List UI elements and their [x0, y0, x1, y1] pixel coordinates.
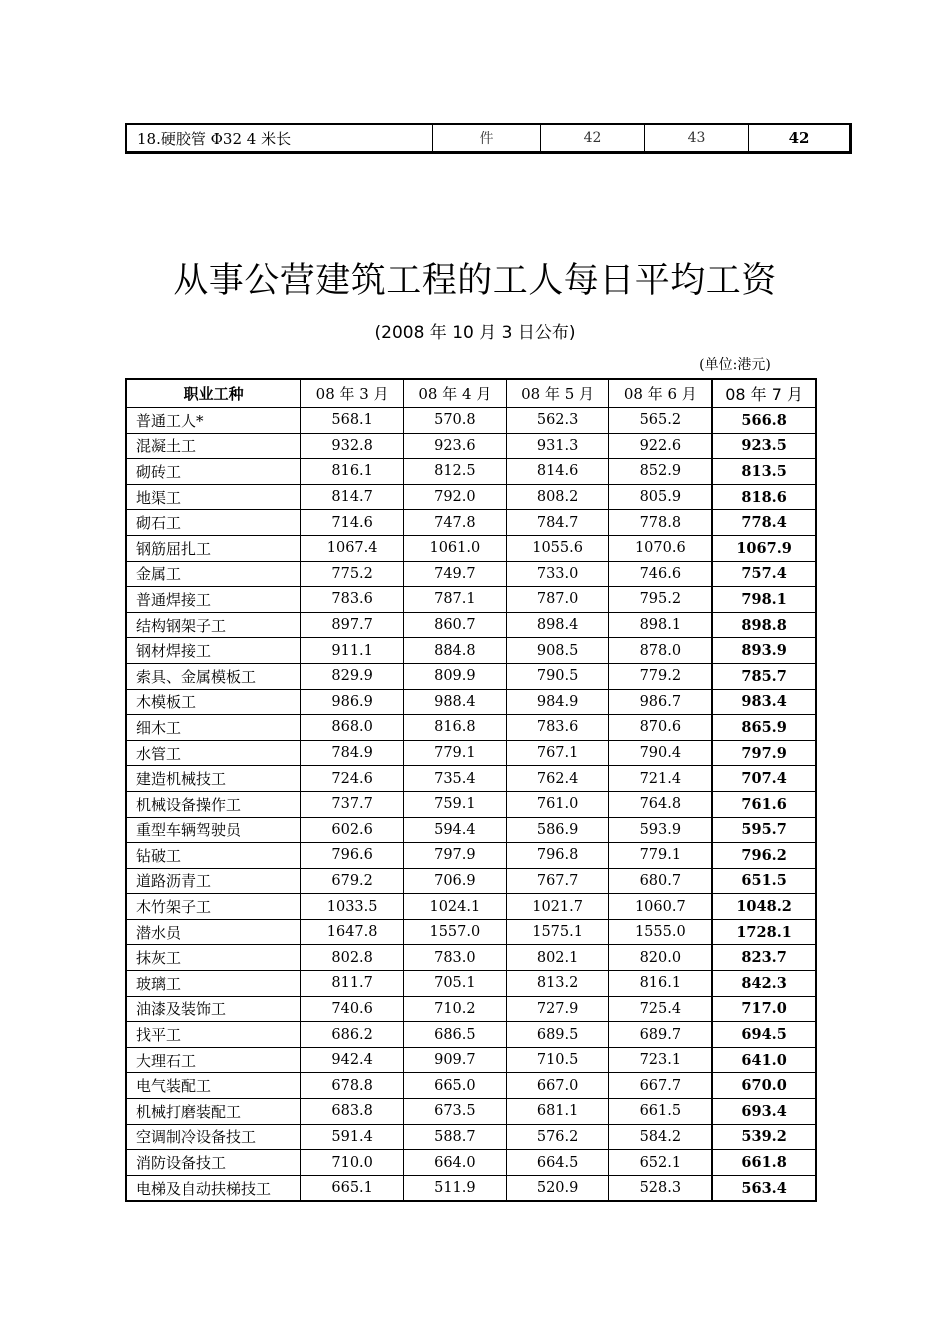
- wage-cell: 706.9: [404, 868, 507, 894]
- wage-cell: 1555.0: [609, 919, 712, 945]
- wage-cell: 796.8: [506, 843, 609, 869]
- job-name-cell: 砌石工: [126, 510, 301, 536]
- wage-cell-latest: 595.7: [712, 817, 816, 843]
- wage-cell: 664.5: [506, 1150, 609, 1176]
- wage-cell-latest: 1048.2: [712, 894, 816, 920]
- wage-cell-latest: 661.8: [712, 1150, 816, 1176]
- job-name-cell: 大理石工: [126, 1047, 301, 1073]
- wage-cell: 813.2: [506, 971, 609, 997]
- unit-note: (单位:港元): [699, 357, 771, 373]
- wage-cell: 725.4: [609, 996, 712, 1022]
- wage-cell: 673.5: [404, 1099, 507, 1125]
- job-name-cell: 水管工: [126, 740, 301, 766]
- wage-cell-latest: 707.4: [712, 766, 816, 792]
- wage-cell: 565.2: [609, 408, 712, 434]
- wage-cell: 816.1: [301, 459, 404, 485]
- column-header-month: 08 年 7 月: [712, 379, 816, 408]
- job-name-cell: 普通工人*: [126, 408, 301, 434]
- wage-cell: 884.8: [404, 638, 507, 664]
- wage-cell: 683.8: [301, 1099, 404, 1125]
- wage-cell: 689.5: [506, 1022, 609, 1048]
- wage-cell: 814.7: [301, 484, 404, 510]
- table-row: [126, 945, 816, 971]
- table-row: [126, 791, 816, 817]
- wage-cell-latest: 1728.1: [712, 919, 816, 945]
- wage-cell: 923.6: [404, 433, 507, 459]
- item-unit: 件: [433, 124, 541, 153]
- wage-cell: 584.2: [609, 1124, 712, 1150]
- wage-cell-latest: 785.7: [712, 663, 816, 689]
- wage-cell: 811.7: [301, 971, 404, 997]
- item-value: 42: [541, 124, 645, 153]
- job-name-cell: 空调制冷设备技工: [126, 1124, 301, 1150]
- wage-cell-latest: 717.0: [712, 996, 816, 1022]
- wage-cell: 792.0: [404, 484, 507, 510]
- wage-cell: 779.1: [404, 740, 507, 766]
- wage-cell: 802.8: [301, 945, 404, 971]
- table-row: [126, 868, 816, 894]
- wage-cell-latest: 563.4: [712, 1175, 816, 1201]
- wage-cell: 679.2: [301, 868, 404, 894]
- wage-cell-latest: 813.5: [712, 459, 816, 485]
- wage-cell: 809.9: [404, 663, 507, 689]
- job-name-cell: 钢筋屈扎工: [126, 535, 301, 561]
- wage-cell: 816.8: [404, 715, 507, 741]
- table-row: [126, 535, 816, 561]
- wage-cell: 931.3: [506, 433, 609, 459]
- wage-cell: 790.4: [609, 740, 712, 766]
- job-name-cell: 油漆及装饰工: [126, 996, 301, 1022]
- wage-cell: 686.5: [404, 1022, 507, 1048]
- job-name-cell: 潜水员: [126, 919, 301, 945]
- wage-cell: 661.5: [609, 1099, 712, 1125]
- wage-cell: 860.7: [404, 612, 507, 638]
- column-header-month: 08 年 6 月: [609, 379, 712, 408]
- wage-cell: 984.9: [506, 689, 609, 715]
- wage-cell: 665.1: [301, 1175, 404, 1201]
- wage-cell: 1024.1: [404, 894, 507, 920]
- wage-cell: 897.7: [301, 612, 404, 638]
- column-header-month: 08 年 5 月: [506, 379, 609, 408]
- wage-cell-latest: 778.4: [712, 510, 816, 536]
- job-name-cell: 混凝土工: [126, 433, 301, 459]
- job-name-cell: 钢材焊接工: [126, 638, 301, 664]
- job-name-cell: 玻璃工: [126, 971, 301, 997]
- table-row: [126, 971, 816, 997]
- wage-cell: 681.1: [506, 1099, 609, 1125]
- wage-cell: 878.0: [609, 638, 712, 664]
- wage-cell: 594.4: [404, 817, 507, 843]
- wage-cell-latest: 539.2: [712, 1124, 816, 1150]
- wage-cell: 747.8: [404, 510, 507, 536]
- column-header-month: 08 年 4 月: [404, 379, 507, 408]
- table-header-row: [126, 379, 816, 408]
- wage-cell: 724.6: [301, 766, 404, 792]
- wage-cell: 932.8: [301, 433, 404, 459]
- table-row: [126, 587, 816, 613]
- wage-cell: 705.1: [404, 971, 507, 997]
- wage-cell: 808.2: [506, 484, 609, 510]
- wage-cell: 816.1: [609, 971, 712, 997]
- table-row: [126, 1124, 816, 1150]
- job-name-cell: 抹灰工: [126, 945, 301, 971]
- wage-cell: 689.7: [609, 1022, 712, 1048]
- wage-cell: 667.7: [609, 1073, 712, 1099]
- wage-cell-latest: 670.0: [712, 1073, 816, 1099]
- job-name-cell: 道路沥青工: [126, 868, 301, 894]
- wage-cell: 665.0: [404, 1073, 507, 1099]
- wage-cell: 898.1: [609, 612, 712, 638]
- wage-cell: 783.6: [301, 587, 404, 613]
- job-name-cell: 消防设备技工: [126, 1150, 301, 1176]
- wage-cell: 1070.6: [609, 535, 712, 561]
- table-row: [126, 484, 816, 510]
- wage-cell: 1557.0: [404, 919, 507, 945]
- table-row: [126, 740, 816, 766]
- previous-table-fragment: [125, 123, 852, 154]
- job-name-cell: 结构钢架子工: [126, 612, 301, 638]
- wage-cell: 797.9: [404, 843, 507, 869]
- job-name-cell: 细木工: [126, 715, 301, 741]
- wage-cell: 749.7: [404, 561, 507, 587]
- wage-cell-latest: 651.5: [712, 868, 816, 894]
- wage-cell-latest: 694.5: [712, 1022, 816, 1048]
- wage-cell: 779.2: [609, 663, 712, 689]
- table-row: [126, 1047, 816, 1073]
- wage-cell: 761.0: [506, 791, 609, 817]
- wage-cell: 775.2: [301, 561, 404, 587]
- wage-cell: 667.0: [506, 1073, 609, 1099]
- wage-cell: 908.5: [506, 638, 609, 664]
- wage-cell: 686.2: [301, 1022, 404, 1048]
- wage-cell-latest: 898.8: [712, 612, 816, 638]
- table-row: [126, 919, 816, 945]
- table-row: [126, 843, 816, 869]
- job-name-cell: 机械设备操作工: [126, 791, 301, 817]
- table-row: [126, 1175, 816, 1201]
- wage-cell-latest: 865.9: [712, 715, 816, 741]
- column-header-job: 职业工种: [126, 379, 301, 408]
- wage-cell-latest: 983.4: [712, 689, 816, 715]
- wage-cell: 652.1: [609, 1150, 712, 1176]
- wage-cell: 942.4: [301, 1047, 404, 1073]
- wage-cell-latest: 757.4: [712, 561, 816, 587]
- table-row: [126, 1022, 816, 1048]
- wage-cell: 735.4: [404, 766, 507, 792]
- wage-cell: 723.1: [609, 1047, 712, 1073]
- wage-cell: 591.4: [301, 1124, 404, 1150]
- wage-cell: 586.9: [506, 817, 609, 843]
- wage-cell: 783.0: [404, 945, 507, 971]
- wage-cell-latest: 823.7: [712, 945, 816, 971]
- wage-cell: 909.7: [404, 1047, 507, 1073]
- wage-cell: 767.7: [506, 868, 609, 894]
- wage-cell: 710.5: [506, 1047, 609, 1073]
- wage-cell: 898.4: [506, 612, 609, 638]
- job-name-cell: 钻破工: [126, 843, 301, 869]
- wage-cell: 868.0: [301, 715, 404, 741]
- item-value-latest: 42: [749, 124, 851, 153]
- wage-cell: 986.9: [301, 689, 404, 715]
- job-name-cell: 电梯及自动扶梯技工: [126, 1175, 301, 1201]
- table-row: [126, 663, 816, 689]
- table-row: [126, 459, 816, 485]
- wage-cell: 593.9: [609, 817, 712, 843]
- job-name-cell: 建造机械技工: [126, 766, 301, 792]
- wage-cell-latest: 798.1: [712, 587, 816, 613]
- wage-cell: 779.1: [609, 843, 712, 869]
- item-value: 43: [645, 124, 749, 153]
- wage-cell: 764.8: [609, 791, 712, 817]
- wage-cell: 796.6: [301, 843, 404, 869]
- wage-cell: 520.9: [506, 1175, 609, 1201]
- wage-cell: 820.0: [609, 945, 712, 971]
- job-name-cell: 找平工: [126, 1022, 301, 1048]
- wage-cell: 1060.7: [609, 894, 712, 920]
- wage-cell: 680.7: [609, 868, 712, 894]
- page-title: 从事公营建筑工程的工人每日平均工资: [173, 261, 777, 301]
- wage-cell-latest: 818.6: [712, 484, 816, 510]
- column-header-month: 08 年 3 月: [301, 379, 404, 408]
- wage-cell: 784.7: [506, 510, 609, 536]
- wage-cell: 570.8: [404, 408, 507, 434]
- wage-cell: 911.1: [301, 638, 404, 664]
- wage-cell: 602.6: [301, 817, 404, 843]
- table-row: [126, 996, 816, 1022]
- wage-cell: 988.4: [404, 689, 507, 715]
- wage-cell: 870.6: [609, 715, 712, 741]
- wage-cell: 795.2: [609, 587, 712, 613]
- wage-cell: 588.7: [404, 1124, 507, 1150]
- table-row: [126, 1150, 816, 1176]
- wage-cell: 762.4: [506, 766, 609, 792]
- wage-cell: 746.6: [609, 561, 712, 587]
- wage-cell-latest: 893.9: [712, 638, 816, 664]
- table-row: [126, 510, 816, 536]
- job-name-cell: 机械打磨装配工: [126, 1099, 301, 1125]
- wage-cell: 1575.1: [506, 919, 609, 945]
- wage-cell: 664.0: [404, 1150, 507, 1176]
- wage-cell: 829.9: [301, 663, 404, 689]
- table-row: [126, 561, 816, 587]
- table-row: [126, 612, 816, 638]
- item-name: 18.硬胶管 Φ32 4 米长: [126, 124, 433, 153]
- wage-cell: 511.9: [404, 1175, 507, 1201]
- wage-cell: 767.1: [506, 740, 609, 766]
- wage-cell: 1021.7: [506, 894, 609, 920]
- job-name-cell: 木模板工: [126, 689, 301, 715]
- wage-cell-latest: 923.5: [712, 433, 816, 459]
- job-name-cell: 金属工: [126, 561, 301, 587]
- wage-cell: 802.1: [506, 945, 609, 971]
- wage-cell: 922.6: [609, 433, 712, 459]
- table-row: [126, 638, 816, 664]
- wage-cell: 814.6: [506, 459, 609, 485]
- job-name-cell: 电气装配工: [126, 1073, 301, 1099]
- wage-cell: 727.9: [506, 996, 609, 1022]
- wage-table: [125, 378, 817, 1202]
- wage-cell: 1067.4: [301, 535, 404, 561]
- wage-cell-latest: 797.9: [712, 740, 816, 766]
- table-row: [126, 1073, 816, 1099]
- wage-cell: 737.7: [301, 791, 404, 817]
- wage-cell: 986.7: [609, 689, 712, 715]
- wage-cell: 1033.5: [301, 894, 404, 920]
- wage-cell: 778.8: [609, 510, 712, 536]
- wage-cell: 1647.8: [301, 919, 404, 945]
- wage-cell-latest: 842.3: [712, 971, 816, 997]
- table-row: [126, 124, 851, 153]
- wage-cell: 1055.6: [506, 535, 609, 561]
- wage-cell: 852.9: [609, 459, 712, 485]
- wage-cell: 721.4: [609, 766, 712, 792]
- job-name-cell: 普通焊接工: [126, 587, 301, 613]
- table-row: [126, 817, 816, 843]
- wage-cell: 710.0: [301, 1150, 404, 1176]
- wage-cell-latest: 796.2: [712, 843, 816, 869]
- wage-cell: 678.8: [301, 1073, 404, 1099]
- wage-cell-latest: 761.6: [712, 791, 816, 817]
- wage-cell: 740.6: [301, 996, 404, 1022]
- wage-cell: 1061.0: [404, 535, 507, 561]
- wage-cell: 787.1: [404, 587, 507, 613]
- wage-cell: 759.1: [404, 791, 507, 817]
- wage-cell: 568.1: [301, 408, 404, 434]
- wage-cell: 790.5: [506, 663, 609, 689]
- job-name-cell: 砌砖工: [126, 459, 301, 485]
- table-row: [126, 894, 816, 920]
- wage-cell: 562.3: [506, 408, 609, 434]
- job-name-cell: 木竹架子工: [126, 894, 301, 920]
- table-row: [126, 408, 816, 434]
- job-name-cell: 索具、金属模板工: [126, 663, 301, 689]
- table-row: [126, 715, 816, 741]
- wage-cell-latest: 693.4: [712, 1099, 816, 1125]
- table-row: [126, 433, 816, 459]
- table-row: [126, 1099, 816, 1125]
- wage-cell-latest: 641.0: [712, 1047, 816, 1073]
- wage-cell-latest: 566.8: [712, 408, 816, 434]
- wage-cell: 733.0: [506, 561, 609, 587]
- wage-cell: 784.9: [301, 740, 404, 766]
- wage-cell: 783.6: [506, 715, 609, 741]
- wage-cell: 805.9: [609, 484, 712, 510]
- wage-cell: 787.0: [506, 587, 609, 613]
- job-name-cell: 重型车辆驾驶员: [126, 817, 301, 843]
- job-name-cell: 地渠工: [126, 484, 301, 510]
- table-row: [126, 689, 816, 715]
- wage-cell: 710.2: [404, 996, 507, 1022]
- wage-cell: 576.2: [506, 1124, 609, 1150]
- publish-date: (2008 年 10 月 3 日公布): [374, 323, 576, 343]
- wage-cell: 812.5: [404, 459, 507, 485]
- wage-cell-latest: 1067.9: [712, 535, 816, 561]
- wage-cell: 528.3: [609, 1175, 712, 1201]
- wage-cell: 714.6: [301, 510, 404, 536]
- table-row: [126, 766, 816, 792]
